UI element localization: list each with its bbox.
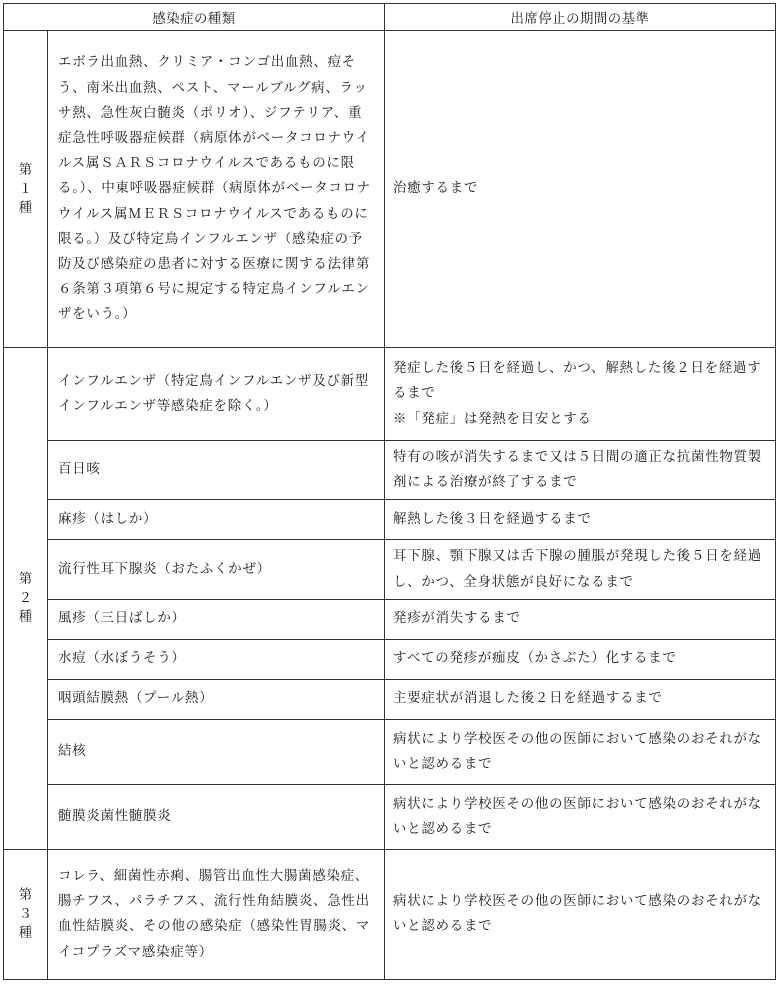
period-pertussis: 特有の咳が消失するまで又は５日間の適正な抗菌性物質製剤による治療が終了するまで [385,441,776,500]
table-row [4,784,776,849]
period-varicella: すべての発疹が痂皮（かさぶた）化するまで [385,639,776,679]
category-1-period: 治癒するまで [385,31,776,348]
disease-tuberculosis: 結核 [48,719,385,784]
disease-pharyngoconjunctival-fever: 咽頭結膜熱（プール熱） [48,679,385,719]
period-rubella: 発疹が消失するまで [385,599,776,639]
category-1-diseases: エボラ出血熱、クリミア・コンゴ出血熱、痘そう、南米出血熱、ペスト、マールブルグ病、ラッサ熱、急性灰白髄炎（ポリオ）、ジフテリア、重症急性呼吸器症候群（病原体がベータコロナウイルス属ＳＡＲＳコロナウイルスであるものに限る。）、中東呼吸器症候群（病原体がベータコロナウイルス属ＭＥＲＳコロナウイルスであるものに限る。）及び特定鳥インフルエンザ（感染症の予防及び感染症の患者に対する医療に関する法律第６条第３項第６号に規定する特定鳥インフルエンザをいう。） [48,31,385,348]
disease-varicella: 水痘（水ぼうそう） [48,639,385,679]
table-row [4,719,776,784]
table-row [4,441,776,500]
disease-rubella: 風疹（三日ばしか） [48,599,385,639]
disease-meningococcal-meningitis: 髄膜炎菌性髄膜炎 [48,784,385,849]
table-row [4,679,776,719]
table-row [4,639,776,679]
header-disease-type: 感染症の種類 [4,4,385,31]
period-meningococcal-meningitis: 病状により学校医その他の医師において感染のおそれがないと認めるまで [385,784,776,849]
category-3-label: 第 ３ 種 [4,849,48,979]
period-pharyngoconjunctival-fever: 主要症状が消退した後２日を経過するまで [385,679,776,719]
period-measles: 解熱した後３日を経過するまで [385,500,776,540]
period-influenza-text: 発症した後５日を経過し、かつ、解熱した後２日を経過するまで [393,361,762,402]
period-influenza [385,348,776,441]
category-2-label: 第 ２ 種 [4,348,48,850]
disease-pertussis: 百日咳 [48,441,385,500]
period-mumps: 耳下腺、顎下腺又は舌下腺の腫脹が発現した後５日を経過し、かつ、全身状態が良好になるまで [385,540,776,599]
category-3-period: 病状により学校医その他の医師において感染のおそれがないと認めるまで [385,849,776,979]
table-row [4,31,776,348]
table-row [4,599,776,639]
table-row [4,500,776,540]
category-3-diseases: コレラ、細菌性赤痢、腸管出血性大腸菌感染症、腸チフス、パラチフス、流行性角結膜炎、急性出血性結膜炎、その他の感染症（感染性胃腸炎、マイコプラズマ感染症等） [48,849,385,979]
header-suspension-period: 出席停止の期間の基準 [385,4,776,31]
disease-mumps: 流行性耳下腺炎（おたふくかぜ） [48,540,385,599]
disease-measles: 麻疹（はしか） [48,500,385,540]
period-influenza-note: ※「発症」は発熱を目安とする [393,411,592,427]
period-tuberculosis: 病状により学校医その他の医師において感染のおそれがないと認めるまで [385,719,776,784]
category-1-label: 第 １ 種 [4,31,48,348]
header-row [4,4,776,31]
attendance-suspension-table [3,3,776,980]
disease-influenza: インフルエンザ（特定鳥インフルエンザ及び新型インフルエンザ等感染症を除く。） [48,348,385,441]
table-row [4,348,776,441]
table-row [4,849,776,979]
table-row [4,540,776,599]
